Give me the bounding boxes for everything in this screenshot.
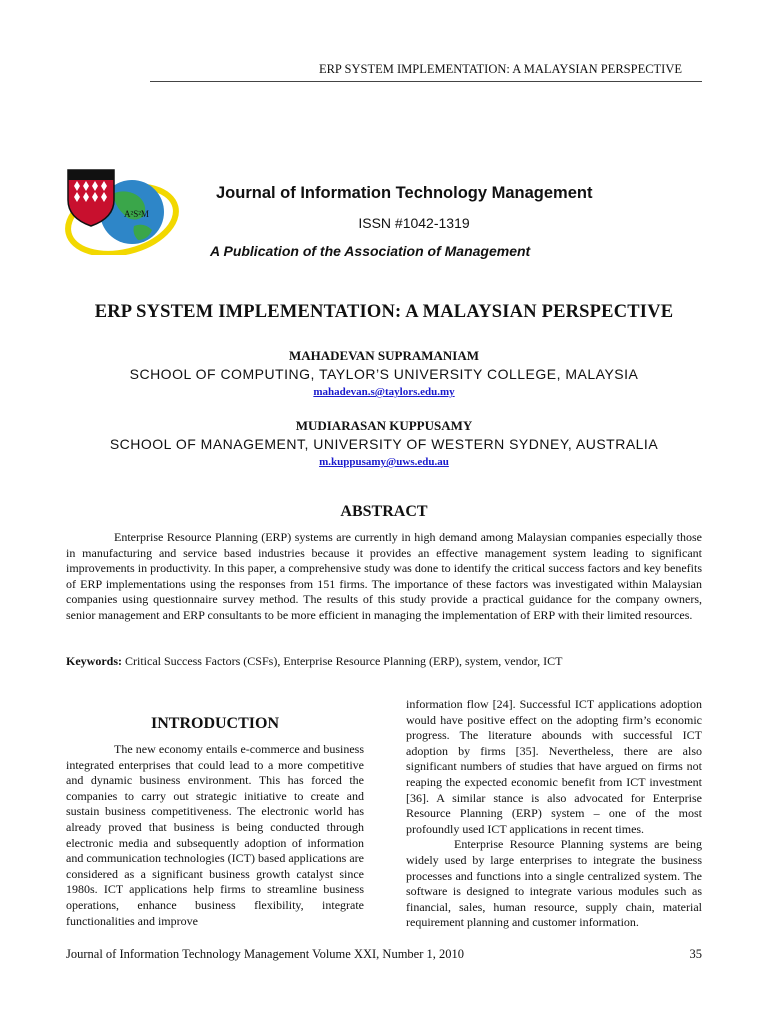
introduction-right-paragraph-1: information flow [24]. Successful ICT applications adoption would have positive effect on the adopting firm’s economic progress. The literature abounds with successful ICT adoption by firms [35]. Nevertheless, there are also significant numbers of studies that have argued on firms not reaping the expected economic benefit from ICT investment [36]. A similar stance is also advocated for Enterprise Resource Planning (ERP) system – one of the most profoundly used ICT applications in recent times. (406, 697, 702, 836)
author-name-2: MUDIARASAN KUPPUSAMY (295, 418, 473, 433)
footer-citation: Journal of Information Technology Management Volume XXI, Number 1, 2010 (66, 947, 465, 961)
header-rule (150, 81, 702, 82)
running-head: ERP SYSTEM IMPLEMENTATION: A MALAYSIAN PERSPECTIVE (318, 62, 682, 76)
introduction-left-column: The new economy entails e-commerce and business integrated enterprises that could lead to a more competitive and dynamic business environment. This has forced the companies to carry out strategic initiative to create and sustain business competitiveness. The electronic world has already proved that business is being conducted through electronic media and subsequently adoption of information and communication technologies (ICT) based applications are considered as a significant business growth catalyst since 1980s. ICT applications help firms to streamline business operations, enhance business flexibility, integrate functionalities and improve (66, 742, 364, 928)
author-email-1 (0, 386, 768, 398)
author-affiliation-1: SCHOOL OF COMPUTING, TAYLOR’S UNIVERSITY COLLEGE, MALAYSIA (129, 366, 639, 382)
keywords (66, 654, 702, 669)
author-email-link-1[interactable]: mahadevan.s@taylors.edu.my (313, 386, 455, 398)
abstract-heading: ABSTRACT (340, 503, 428, 520)
issn: ISSN #1042-1319 (358, 215, 470, 231)
keywords-text: Critical Success Factors (CSFs), Enterprise Resource Planning (ERP), system, vendor, ICT (122, 654, 563, 668)
keywords-label: Keywords: (66, 654, 122, 668)
abstract-body: Enterprise Resource Planning (ERP) systems are currently in high demand among Malaysian companies especially those in manufacturing and service based industries because it provides an effective management system leading to significant improvements in productivity. In this paper, a comprehensive study was done to identify the critical success factors and key benefits of ERP implementations using the responses from 151 firms. The importance of these factors was investigated within Malaysian companies using questionnaire survey method. The results of this study provide a practical guidance for the company owners, senior management and ERP consultants to be more efficient in managing the implementation of ERP with their limited resources. (66, 530, 702, 622)
globe-shield-logo-icon (64, 160, 184, 255)
author-email-2 (0, 456, 768, 468)
introduction-right-column (406, 697, 702, 931)
association-logo (64, 160, 184, 255)
publication-line: A Publication of the Association of Management (210, 243, 531, 259)
journal-title: Journal of Information Technology Management (216, 184, 593, 202)
introduction-heading: INTRODUCTION (150, 715, 279, 732)
introduction-right-paragraph-2: Enterprise Resource Planning systems are being widely used by large enterprises to integrate the business processes and functions into a single centralized system. The software is designed to integrate various modules such as financial, sales, human resource, supply chain, material requirement planning and customer information. (406, 837, 702, 930)
page-number: 35 (689, 947, 702, 961)
author-email-link-2[interactable]: m.kuppusamy@uws.edu.au (319, 456, 449, 468)
paper-title: ERP SYSTEM IMPLEMENTATION: A MALAYSIAN PERSPECTIVE (94, 302, 674, 322)
logo-text: A²S²M (124, 209, 149, 219)
author-name-1: MAHADEVAN SUPRAMANIAM (288, 348, 480, 363)
author-affiliation-2: SCHOOL OF MANAGEMENT, UNIVERSITY OF WESTERN SYDNEY, AUSTRALIA (109, 436, 659, 452)
